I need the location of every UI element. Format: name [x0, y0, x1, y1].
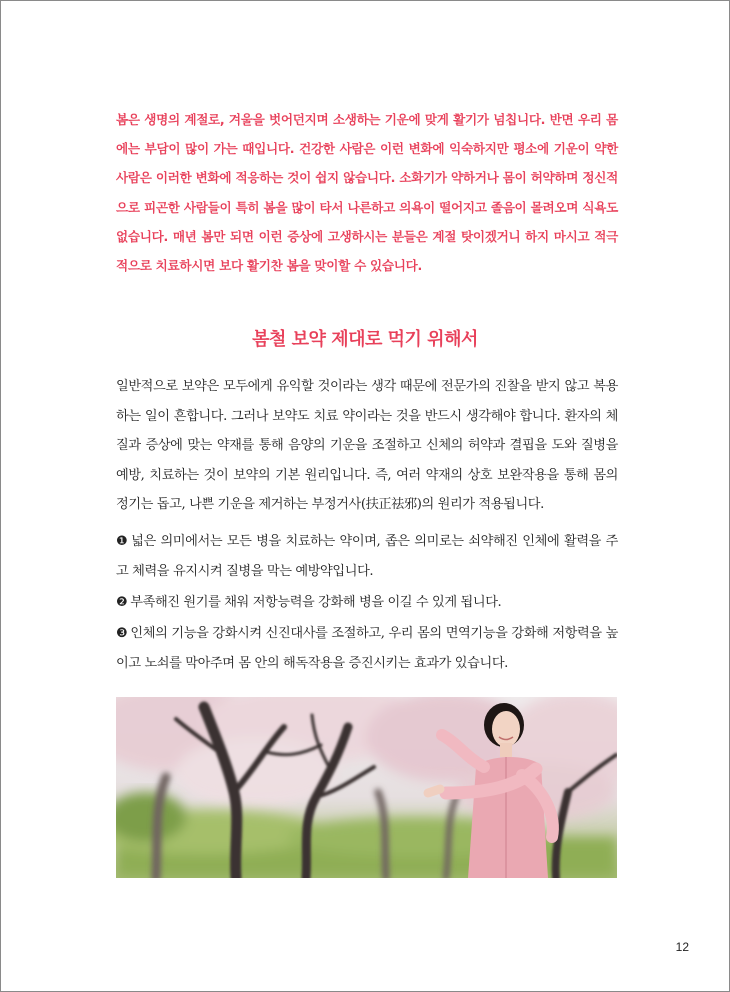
page-number: 12	[675, 940, 689, 954]
cherry-blossom-photo	[116, 697, 617, 878]
list-item-1	[116, 527, 618, 586]
woman-stretching-photo-icon	[116, 697, 617, 878]
list-item-3-text: 인체의 기능을 강화시켜 신진대사를 조절하고, 우리 몸의 면역기능을 강화해 저항력을 높이고 노쇠를 막아주며 몸 안의 해독작용을 증진시키는 효과가 있습니다.	[116, 626, 618, 671]
section-heading: 봄철 보약 제대로 먹기 위해서	[252, 329, 478, 350]
intro-paragraph: 봄은 생명의 계절로, 겨울을 벗어던지며 소생하는 기운에 맞게 활기가 넘칩니다. 반면 우리 몸에는 부담이 많이 가는 때입니다. 건강한 사람은 이런 변화에 익숙하지만 평소에 기운이 약한 사람은 이러한 변화에 적응하는 것이 쉽지 않습니다. 소화기가 약하거나 몸이 허약하며 정신적으로 피곤한 사람들이 특히 봄을 많이 타서 나른하고 의욕이 떨어지고 졸음이 몰려오며 식욕도 없습니다. 매년 봄만 되면 이런 증상에 고생하시는 분들은 계절 탓이겠거니 하지 마시고 적극적으로 치료하시면 보다 활기찬 봄을 맞이할 수 있습니다.	[116, 112, 618, 274]
body-paragraph: 일반적으로 보약은 모두에게 유익할 것이라는 생각 때문에 전문가의 진찰을 받지 않고 복용하는 일이 흔합니다. 그러나 보약도 치료 약이라는 것을 반드시 생각해야 합니다. 환자의 체질과 증상에 맞는 약재를 통해 음양의 기운을 조절하고 신체의 허약과 결핍을 도와 질병을 예방, 치료하는 것이 보약의 기본 원리입니다. 즉, 여러 약재의 상호 보완작용을 통해 몸의 정기는 돕고, 나쁜 기운을 제거하는 부정거사(扶正祛邪)의 원리가 적용됩니다.	[116, 379, 618, 512]
bullet-2-icon: ❷	[116, 595, 128, 610]
list-item-2	[116, 588, 618, 618]
list-item-3	[116, 619, 618, 678]
list-item-2-text: 부족해진 원기를 채워 저항능력을 강화해 병을 이길 수 있게 됩니다.	[130, 595, 502, 610]
bullet-3-icon: ❸	[116, 626, 128, 641]
bullet-1-icon: ❶	[116, 534, 129, 549]
list-item-1-text: 넓은 의미에서는 모든 병을 치료하는 약이며, 좁은 의미로는 쇠약해진 인체에 활력을 주고 체력을 유지시켜 질병을 막는 예방약입니다.	[116, 534, 618, 579]
